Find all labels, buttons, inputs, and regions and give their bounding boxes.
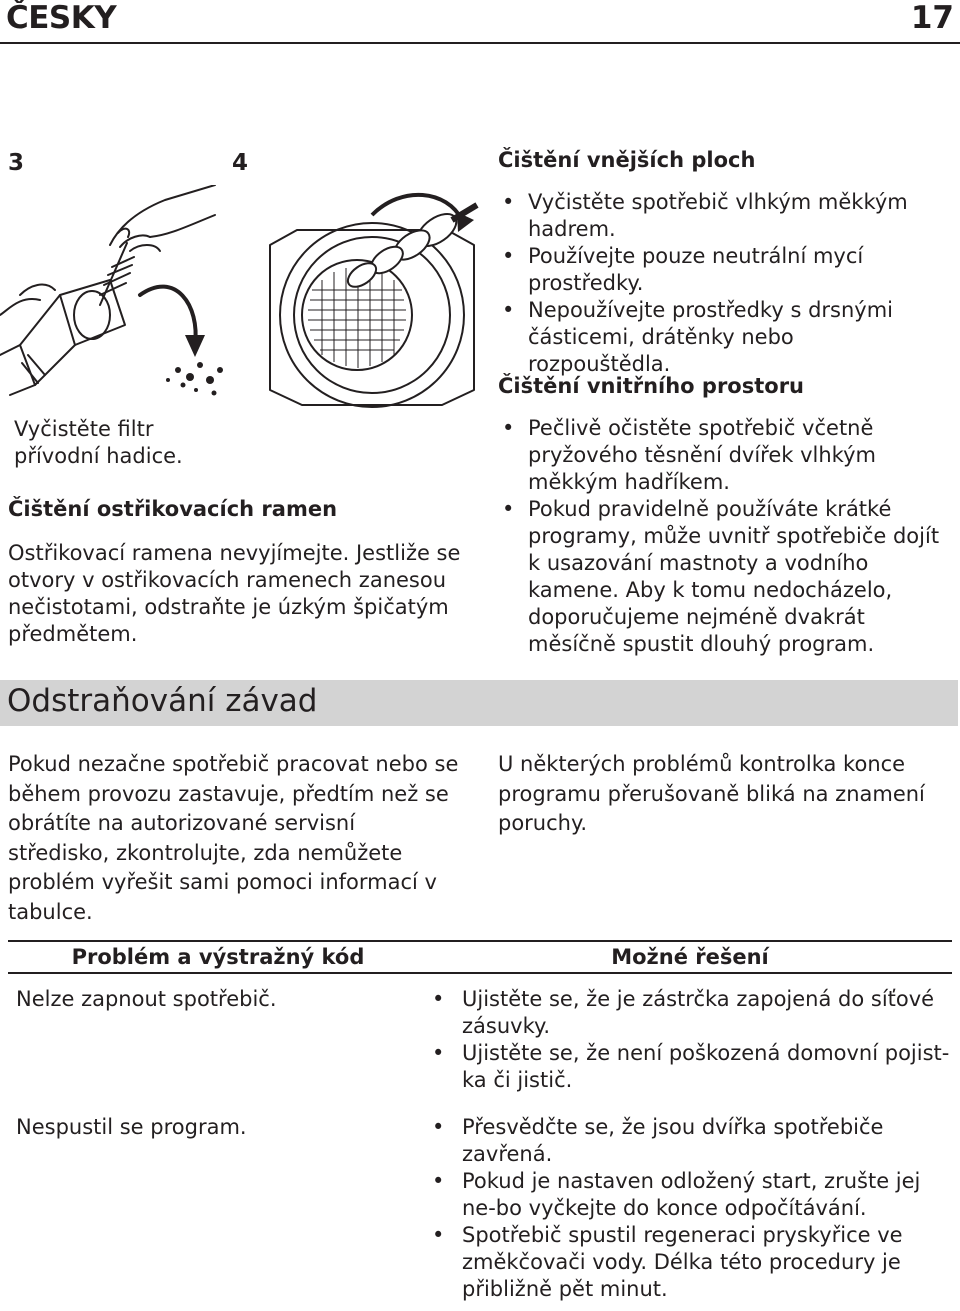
list-item: • Pokud pravidelně používáte krátké programy, může uvnitř spotřebiče dojít k usazování mastnoty a vodního kamene. Aby k tomu nedocházelo, doporučujeme nejméně dvakrát měsíčně spustit dlouhý program. bbox=[498, 496, 946, 658]
list-item: • Pokud je nastaven odložený start, zrušte jej ne-bo vyčkejte do konce odpočítávání. bbox=[428, 1168, 952, 1222]
filter-brush-illustration bbox=[262, 190, 482, 410]
filter-caption: Vyčistěte filtr přívodní hadice. bbox=[14, 417, 183, 468]
spray-arms-heading: Čištění ostřikovacích ramen bbox=[8, 497, 338, 521]
troubleshooting-table bbox=[8, 940, 952, 1311]
table-cell-problem: Nelze zapnout spotřebič. bbox=[16, 987, 277, 1011]
list-item: • Vyčistěte spotřebič vlhkým měkkým hadrem. bbox=[498, 189, 938, 243]
table-header-row bbox=[8, 941, 952, 973]
list-item: • Spotřebič spustil regeneraci pryskyřice ve změkčovači vody. Délka této procedury je přibližně pět minut. bbox=[428, 1222, 952, 1303]
exterior-heading: Čištění vnějších ploch bbox=[498, 148, 756, 172]
troubleshooting-intro: Pokud nezačne spotřebič pracovat nebo se během provozu zastavuje, předtím než se obrátíte na autorizované servisní středisko, zkontrolujte, zda nemůžete problém vyřešit sami pomoci informací v tabulce. bbox=[8, 752, 459, 924]
list-item: • Pečlivě očistěte spotřebič včetně pryžového těsnění dvířek vlhkým měkkým hadříkem. bbox=[498, 415, 946, 496]
page-number: 17 bbox=[910, 0, 954, 36]
troubleshooting-note: U některých problémů kontrolka konce programu přerušovaně bliká na znamení poruchy. bbox=[498, 752, 925, 835]
spray-arms-body: Ostřikovací ramena nevyjímejte. Jestliže se otvory v ostřikovacích ramenech zanesou nečistotami, odstraňte je úzkým špičatým předmětem. bbox=[8, 541, 461, 646]
list-item: • Používejte pouze neutrální mycí prostředky. bbox=[498, 243, 938, 297]
table-cell-solution bbox=[428, 973, 952, 1102]
list-item: • Nepoužívejte prostředky s drsnými částicemi, drátěnky nebo rozpouštědla. bbox=[498, 297, 938, 378]
list-item: • Ujistěte se, že není poškozená domovní pojist-ka či jistič. bbox=[428, 1040, 952, 1094]
table-cell-solution bbox=[428, 1102, 952, 1311]
step-4-number: 4 bbox=[232, 150, 249, 176]
list-item: • Ujistěte se, že je zástrčka zapojená do síťové zásuvky. bbox=[428, 986, 952, 1040]
table-header-problem: Problém a výstražný kód bbox=[8, 941, 428, 973]
interior-bullet-list bbox=[498, 415, 946, 658]
troubleshooting-section-bar bbox=[0, 680, 958, 726]
page-header bbox=[0, 0, 960, 44]
table-cell-problem: Nespustil se program. bbox=[16, 1115, 247, 1139]
list-item: • Přesvědčte se, že jsou dvířka spotřebiče zavřená. bbox=[428, 1114, 952, 1168]
table-row bbox=[8, 1102, 952, 1311]
interior-heading: Čištění vnitřního prostoru bbox=[498, 374, 805, 398]
step-3-number: 3 bbox=[8, 150, 25, 176]
table-row bbox=[8, 973, 952, 1102]
language-label: ČESKY bbox=[6, 0, 117, 36]
exterior-bullet-list bbox=[498, 189, 938, 378]
filter-cleaning-illustration bbox=[0, 185, 240, 410]
table-header-solution: Možné řešení bbox=[428, 941, 952, 973]
troubleshooting-title: Odstraňování závad bbox=[7, 683, 318, 719]
